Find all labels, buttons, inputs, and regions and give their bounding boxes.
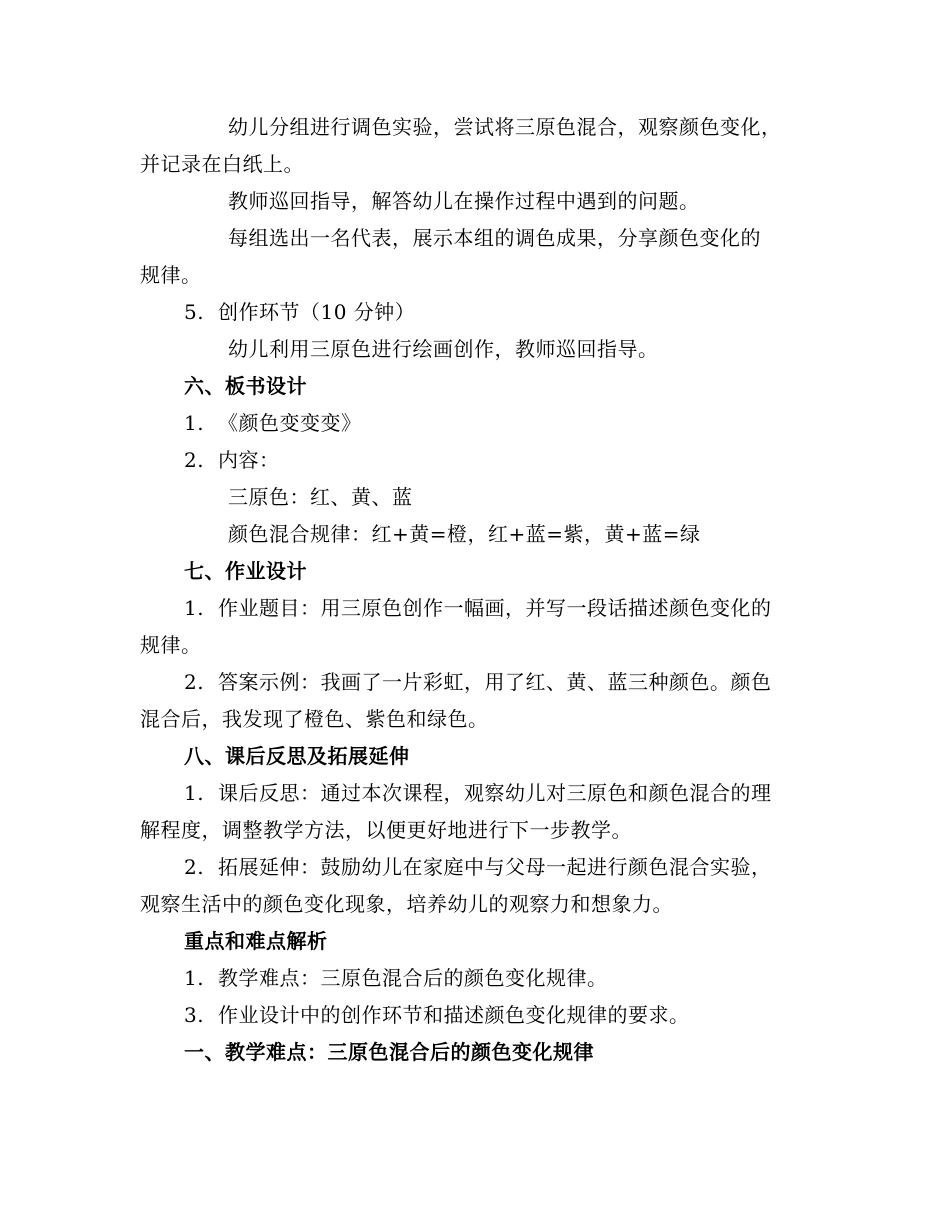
list-item-board-content — [184, 447, 280, 473]
list-item-homework-topic-line2: 规律。 — [140, 633, 202, 657]
list-item-teaching-difficulty — [184, 965, 608, 991]
list-item-board-title — [184, 410, 362, 436]
list-item-text: 课后反思：通过本次课程，观察幼儿对三原色和颜色混合的理 — [218, 781, 772, 805]
list-item-extension-line2: 观察生活中的颜色变化现象，培养幼儿的观察力和想象力。 — [140, 892, 673, 916]
paragraph-representative-line1: 每组选出一名代表，展示本组的调色成果，分享颜色变化的 — [228, 226, 761, 250]
section-heading-key-points: 重点和难点解析 — [184, 929, 328, 953]
list-item-number: 5. — [184, 300, 205, 324]
section-heading-homework: 七、作业设计 — [184, 559, 307, 583]
list-item-number: 1. — [184, 966, 205, 990]
paragraph-drawing: 幼儿利用三原色进行绘画创作，教师巡回指导。 — [228, 337, 659, 361]
list-item-text: 拓展延伸：鼓励幼儿在家庭中与父母一起进行颜色混合实验， — [218, 855, 772, 879]
paragraph-experiment-line1: 幼儿分组进行调色实验，尝试将三原色混合，观察颜色变化， — [228, 115, 782, 139]
list-item-text: 创作环节（10 分钟） — [218, 300, 416, 324]
list-item-number: 1. — [184, 781, 205, 805]
list-item-text: 作业设计中的创作环节和描述颜色变化规律的要求。 — [218, 1003, 690, 1027]
paragraph-experiment-line2: 并记录在白纸上。 — [140, 152, 304, 176]
list-item-homework-topic — [184, 595, 772, 621]
list-item-answer-example-line2: 混合后，我发现了橙色、紫色和绿色。 — [140, 707, 489, 731]
list-item-text: 《颜色变变变》 — [218, 411, 362, 435]
list-item-number: 1. — [184, 596, 205, 620]
list-item-number: 3. — [184, 1003, 205, 1027]
list-item-number: 2. — [184, 670, 205, 694]
section-heading-difficulty-analysis: 一、教学难点：三原色混合后的颜色变化规律 — [184, 1040, 594, 1064]
board-mixing-rules: 颜色混合规律：红+黄=橙，红+蓝=紫，黄+蓝=绿 — [228, 522, 701, 546]
list-item-text: 内容： — [218, 448, 280, 472]
section-heading-reflection: 八、课后反思及拓展延伸 — [184, 744, 410, 768]
list-item-text: 教学难点：三原色混合后的颜色变化规律。 — [218, 966, 608, 990]
list-item-homework-requirements — [184, 1002, 690, 1028]
list-item-text: 答案示例：我画了一片彩虹，用了红、黄、蓝三种颜色。颜色 — [218, 670, 772, 694]
list-item-reflection-line2: 解程度，调整教学方法，以便更好地进行下一步教学。 — [140, 818, 632, 842]
list-item-answer-example — [184, 669, 772, 695]
paragraph-teacher-guidance: 教师巡回指导，解答幼儿在操作过程中遇到的问题。 — [228, 189, 700, 213]
list-item-number: 1. — [184, 411, 205, 435]
list-item-number: 2. — [184, 448, 205, 472]
list-item-text: 作业题目：用三原色创作一幅画，并写一段话描述颜色变化的 — [218, 596, 772, 620]
list-item-number: 2. — [184, 855, 205, 879]
section-heading-board-design: 六、板书设计 — [184, 374, 307, 398]
list-item-creation — [184, 299, 415, 325]
paragraph-representative-line2: 规律。 — [140, 263, 202, 287]
list-item-extension — [184, 854, 772, 880]
list-item-reflection — [184, 780, 772, 806]
board-primary-colors: 三原色：红、黄、蓝 — [228, 485, 413, 509]
